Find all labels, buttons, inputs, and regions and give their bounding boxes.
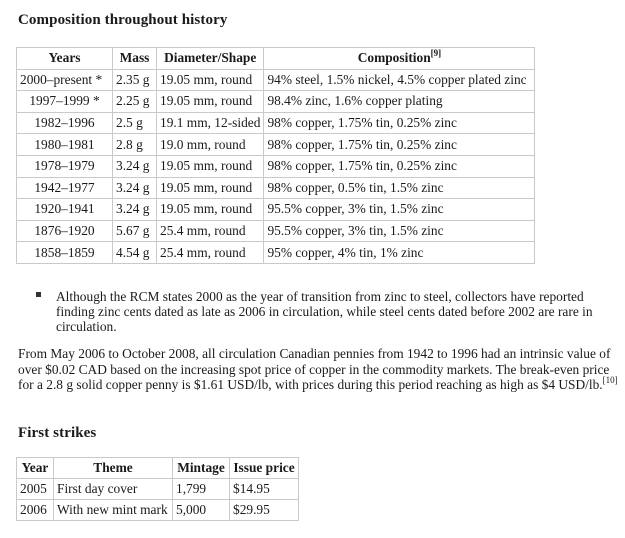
table-row — [17, 199, 535, 221]
cell-year: 2006 — [17, 500, 54, 521]
cell-years: 1942–1977 — [17, 177, 113, 199]
cell-mass: 2.35 g — [113, 69, 157, 91]
composition-table — [16, 47, 535, 264]
cell-mintage: 5,000 — [173, 500, 230, 521]
section-heading-first-strikes: First strikes — [18, 425, 97, 441]
cell-composition: 98.4% zinc, 1.6% copper plating — [264, 91, 535, 113]
column-header-mintage: Mintage — [173, 458, 230, 479]
column-header-diameter: Diameter/Shape — [157, 48, 264, 70]
cell-mass: 3.24 g — [113, 155, 157, 177]
table-row — [17, 134, 535, 156]
cell-years: 1920–1941 — [17, 199, 113, 221]
cell-mass: 2.25 g — [113, 91, 157, 113]
cell-mintage: 1,799 — [173, 479, 230, 500]
cell-mass: 2.8 g — [113, 134, 157, 156]
reference-link-10[interactable]: [10] — [602, 375, 618, 385]
cell-mass: 2.5 g — [113, 112, 157, 134]
cell-years: 1982–1996 — [17, 112, 113, 134]
table-row — [17, 112, 535, 134]
cell-diameter: 19.05 mm, round — [157, 199, 264, 221]
first-strikes-table — [16, 457, 299, 521]
bullet-note — [36, 289, 616, 334]
cell-mass: 3.24 g — [113, 177, 157, 199]
column-header-mass: Mass — [113, 48, 157, 70]
table-row — [17, 177, 535, 199]
cell-composition: 95.5% copper, 3% tin, 1.5% zinc — [264, 199, 535, 221]
cell-theme: With new mint mark — [54, 500, 173, 521]
cell-diameter: 19.05 mm, round — [157, 155, 264, 177]
cell-diameter: 19.05 mm, round — [157, 69, 264, 91]
cell-mass: 5.67 g — [113, 220, 157, 242]
table-row — [17, 242, 535, 264]
table-row — [17, 69, 535, 91]
cell-mass: 4.54 g — [113, 242, 157, 264]
table-row — [17, 91, 535, 113]
cell-composition: 95% copper, 4% tin, 1% zinc — [264, 242, 535, 264]
column-header-year: Year — [17, 458, 54, 479]
cell-years: 1858–1859 — [17, 242, 113, 264]
column-header-theme: Theme — [54, 458, 173, 479]
cell-years: 1980–1981 — [17, 134, 113, 156]
section-heading-composition: Composition throughout history — [18, 12, 228, 28]
cell-composition: 95.5% copper, 3% tin, 1.5% zinc — [264, 220, 535, 242]
cell-diameter: 19.05 mm, round — [157, 177, 264, 199]
cell-years: 2000–present * — [17, 69, 113, 91]
intrinsic-value-paragraph — [18, 346, 618, 393]
column-header-years: Years — [17, 48, 113, 70]
paragraph-text: From May 2006 to October 2008, all circulation Canadian pennies from 1942 to 1996 had an intrinsic value of over $0.02 CAD based on the increasing spot price of copper in the commodity markets. The break-even price for a 2.8 g solid copper penny is $1.61 USD/lb, with prices during this period reaching as high as $4 USD/lb. — [18, 346, 611, 392]
cell-composition: 98% copper, 1.75% tin, 0.25% zinc — [264, 112, 535, 134]
composition-header-label: Composition — [357, 50, 431, 66]
column-header-issue-price: Issue price — [230, 458, 299, 479]
cell-issue-price: $14.95 — [230, 479, 299, 500]
cell-diameter: 25.4 mm, round — [157, 242, 264, 264]
cell-diameter: 19.05 mm, round — [157, 91, 264, 113]
table-header-row — [17, 48, 535, 70]
cell-diameter: 19.1 mm, 12-sided — [157, 112, 264, 134]
cell-diameter: 19.0 mm, round — [157, 134, 264, 156]
note-text: Although the RCM states 2000 as the year of transition from zinc to steel, collectors have reported finding zinc cents dated as late as 2006 in circulation, while steel cents dated before 2002 are rare in circulation. — [56, 289, 593, 334]
cell-composition: 94% steel, 1.5% nickel, 4.5% copper plated zinc — [264, 69, 535, 91]
cell-composition: 98% copper, 1.75% tin, 0.25% zinc — [264, 155, 535, 177]
cell-year: 2005 — [17, 479, 54, 500]
cell-years: 1997–1999 * — [17, 91, 113, 113]
cell-theme: First day cover — [54, 479, 173, 500]
table-row — [17, 500, 299, 521]
cell-years: 1876–1920 — [17, 220, 113, 242]
column-header-composition — [264, 48, 535, 70]
table-row — [17, 479, 299, 500]
cell-mass: 3.24 g — [113, 199, 157, 221]
cell-composition: 98% copper, 0.5% tin, 1.5% zinc — [264, 177, 535, 199]
bullet-icon — [36, 292, 41, 297]
table-row — [17, 220, 535, 242]
table-header-row — [17, 458, 299, 479]
cell-issue-price: $29.95 — [230, 500, 299, 521]
cell-years: 1978–1979 — [17, 155, 113, 177]
cell-diameter: 25.4 mm, round — [157, 220, 264, 242]
reference-link-9[interactable]: [9] — [430, 48, 442, 59]
table-row — [17, 155, 535, 177]
cell-composition: 98% copper, 1.75% tin, 0.25% zinc — [264, 134, 535, 156]
